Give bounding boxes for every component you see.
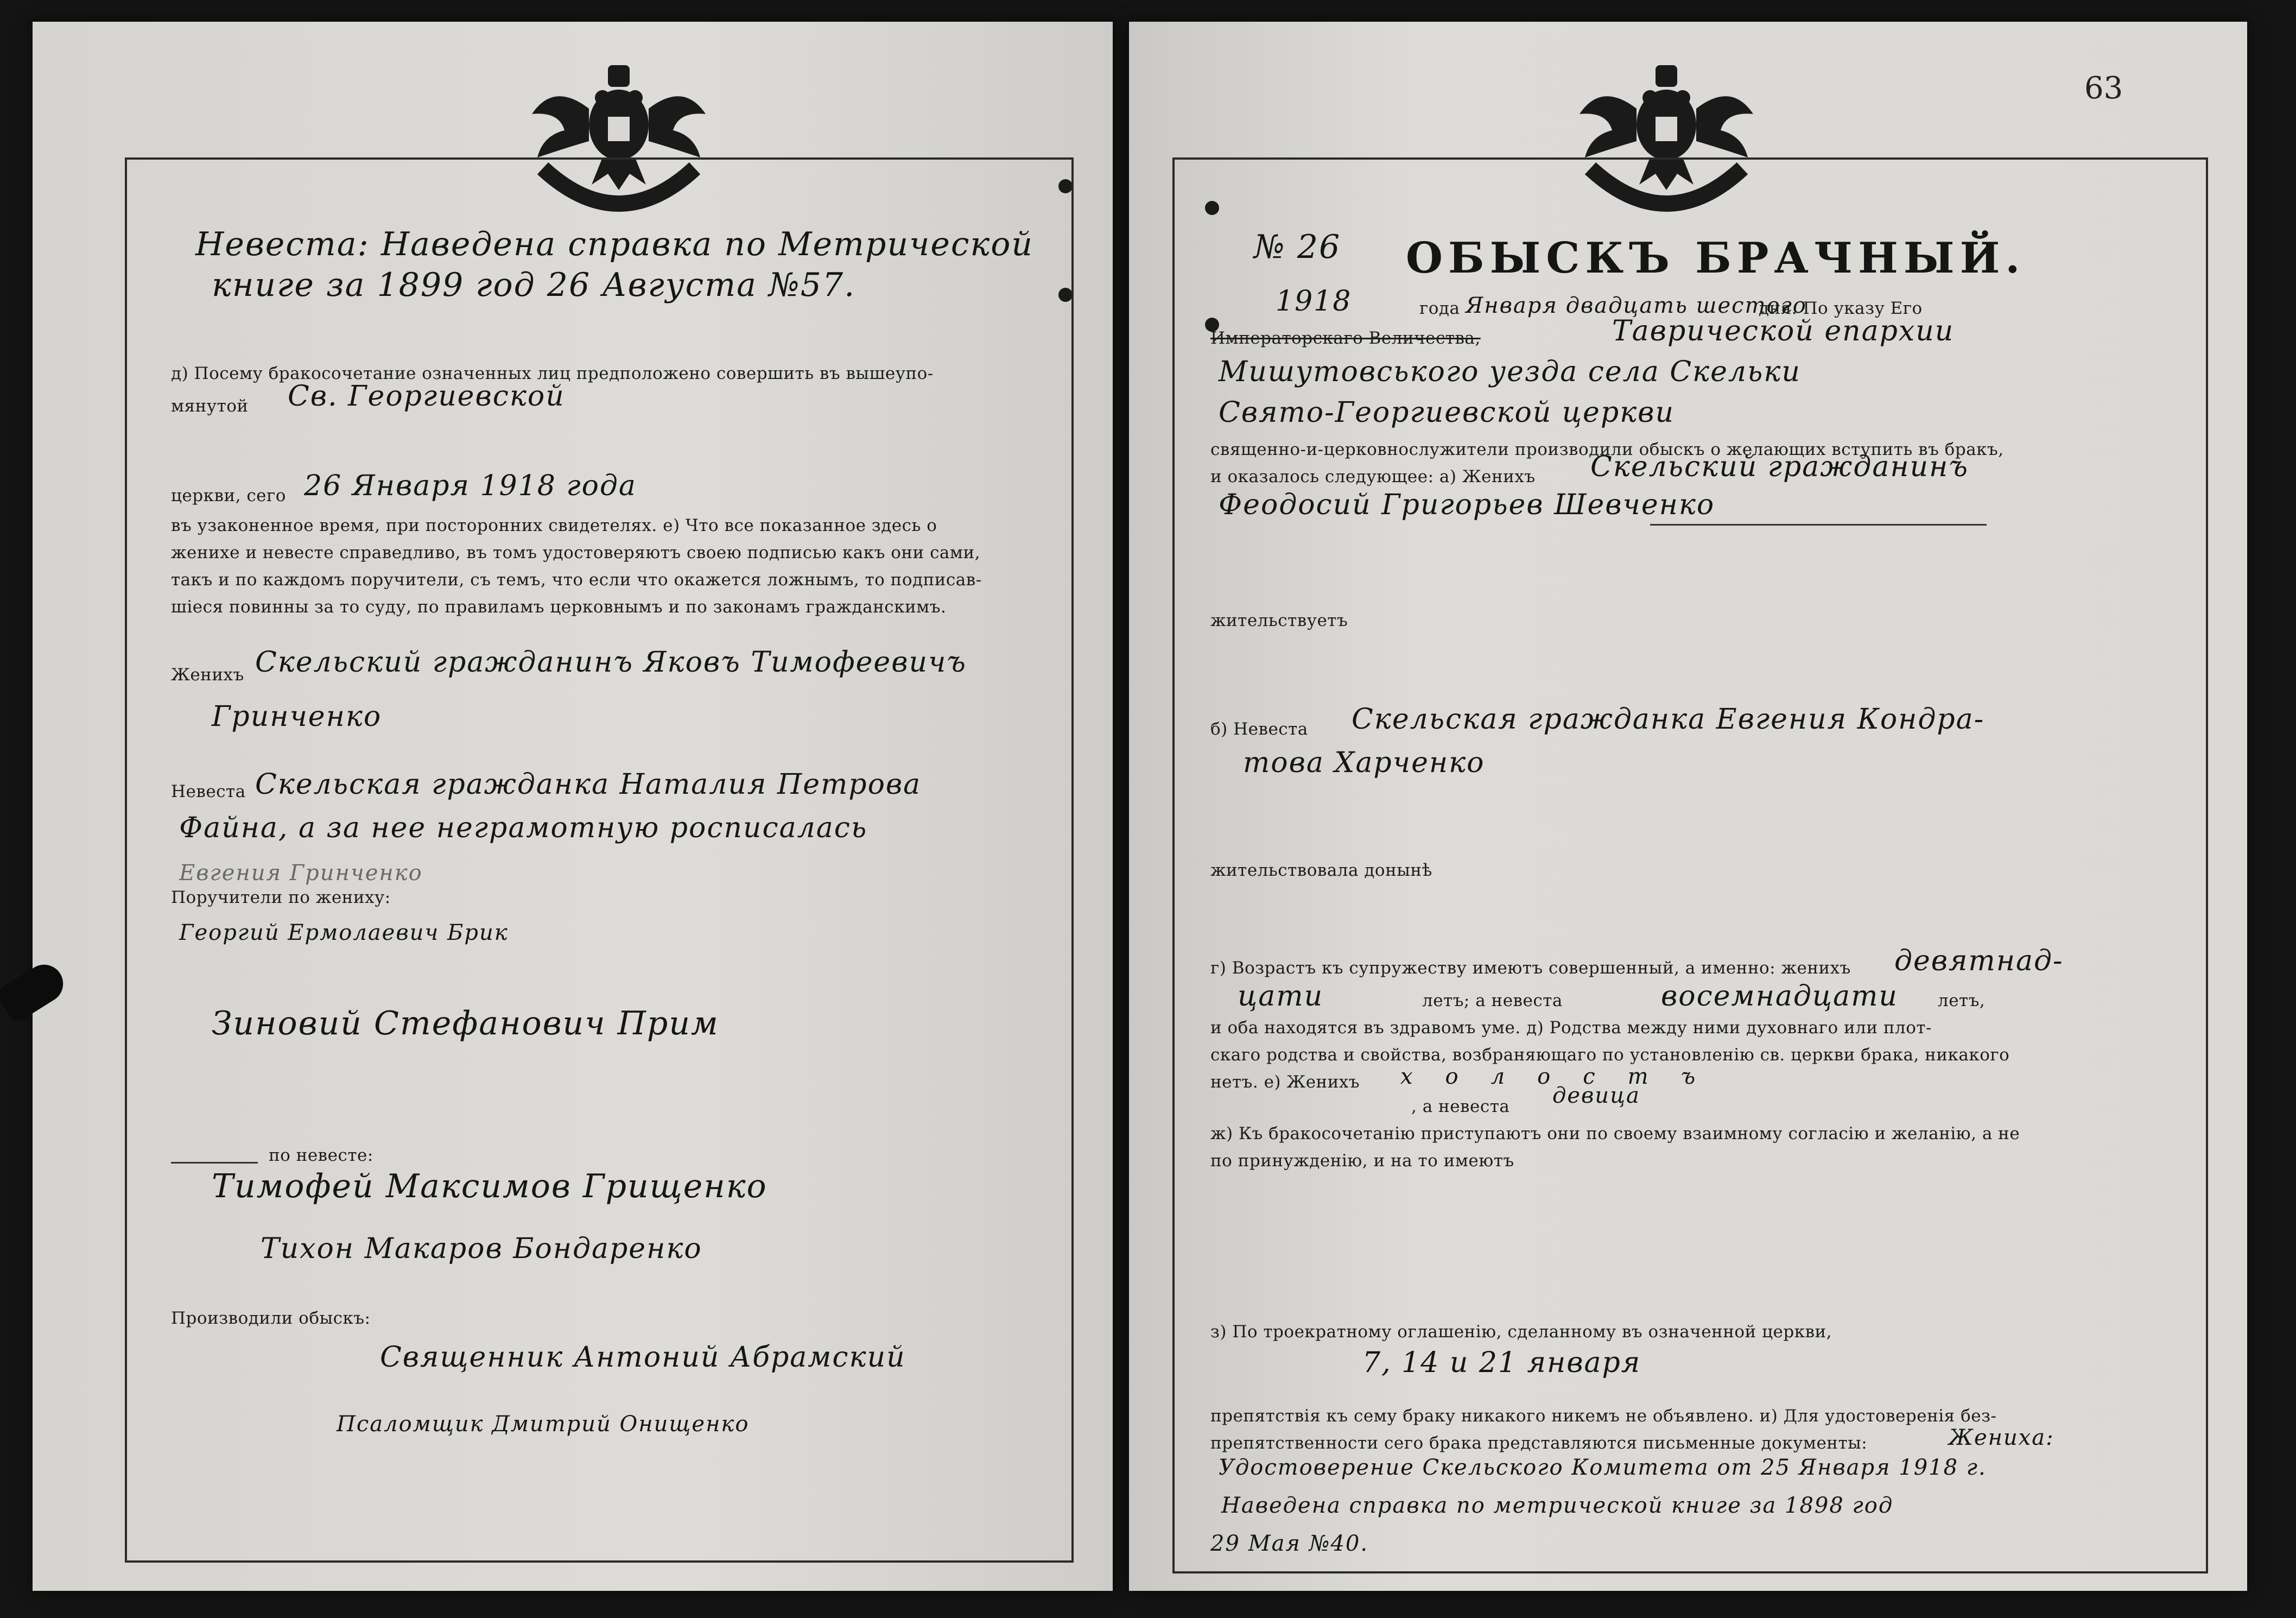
signature-line bbox=[171, 1162, 258, 1164]
bride-guarantor-1: Тимофей Максимов Грищенко bbox=[212, 1167, 768, 1205]
groom-signature-line-1: Скельский гражданинъ Яковъ Тимофеевичъ bbox=[255, 646, 967, 679]
documents-line-1: Жениха: bbox=[1949, 1425, 2054, 1450]
performed-label: Производили обыскъ: bbox=[171, 1309, 371, 1328]
church-line-1: Мишутовського уезда села Скельки bbox=[1219, 356, 1801, 388]
signature-line bbox=[1650, 524, 1987, 526]
lawful-text-line: такъ и по каждомъ поручители, съ темъ, что если что окажется ложнымъ, то подписав- bbox=[171, 570, 982, 590]
bride-signature-line-3: Евгения Гринченко bbox=[179, 861, 423, 886]
lawful-text-line: въ узаконенное время, при посторонних свидетелях. е) Что все показанное здесь о bbox=[171, 516, 937, 535]
bride-signature-line-2: Файна, а за нее неграмотную росписалась bbox=[179, 812, 868, 844]
documents-line-4: 29 Мая №40. bbox=[1210, 1531, 1369, 1556]
clergy-text-line: священно-и-церковнослужители производили обыскъ о желающих вступить въ бракъ, bbox=[1210, 440, 2004, 459]
bride-handwritten-line-2: това Харченко bbox=[1243, 747, 1485, 779]
clause-z-text-line: препятствiя къ сему браку никакого никемъ не объявлено. и) Для удостоверенiя без- bbox=[1210, 1406, 1997, 1426]
performer-psalmist: Псаломщик Дмитрий Онищенко bbox=[337, 1412, 750, 1437]
groom-guarantor-1: Георгий Ермолаевич Брик bbox=[179, 920, 509, 945]
groom-label: Женихъ bbox=[171, 665, 244, 685]
header-note-line-1: Невеста: Наведена справка по Метрической bbox=[195, 225, 1034, 263]
groom-handwritten-line-1: Скельский гражданинъ bbox=[1590, 451, 1969, 483]
bride-residence-label: жительствовала донынѣ bbox=[1210, 861, 1432, 880]
bride-handwritten-line-1: Скельская гражданка Евгения Кондра- bbox=[1352, 703, 1985, 736]
bride-guarantor-2: Тихон Макаров Бондаренко bbox=[261, 1233, 702, 1265]
performer-priest: Священник Антоний Абрамский bbox=[380, 1341, 906, 1374]
church-handwritten: Св. Георгиевской bbox=[288, 380, 565, 413]
clause-g-text-line: скаго родства и свойства, возбраняющаго по установленiю св. церкви брака, никакого bbox=[1210, 1045, 2010, 1065]
clause-g-prefix: г) Возрастъ къ супружеству имеютъ совершенный, а именно: женихъ bbox=[1210, 958, 1851, 978]
date-handwritten: 26 Января 1918 года bbox=[304, 470, 637, 502]
clause-d-line-2: мянутой bbox=[171, 396, 249, 416]
groom-residence-label: жительствуетъ bbox=[1210, 611, 1348, 630]
year-label: года bbox=[1419, 299, 1460, 318]
church-line-2: Свято-Георгиевской церкви bbox=[1219, 396, 1675, 429]
groom-age-line-1: девятнад- bbox=[1894, 945, 2064, 977]
page-number: 63 bbox=[2084, 71, 2123, 106]
clause-g-text-line: нетъ. е) Женихъ bbox=[1210, 1072, 1360, 1092]
clause-z-text-line: препятственности сего брака представляются письменные документы: bbox=[1210, 1433, 1868, 1453]
groom-handwritten-line-2: Феодосий Григорьев Шевченко bbox=[1219, 489, 1715, 521]
bride-marital-status: девица bbox=[1552, 1083, 1640, 1108]
groom-age-line-2: цати bbox=[1238, 980, 1324, 1013]
years-label-2: летъ, bbox=[1938, 991, 1986, 1010]
lawful-text-line: женихе и невесте справедливо, въ томъ удостоверяютъ своею подписью какъ они сами, bbox=[171, 543, 981, 562]
struck-text: Императорскаго Величества, bbox=[1210, 328, 1481, 348]
years-label: летъ; а невеста bbox=[1422, 991, 1563, 1010]
documents-line-2: Удостоверение Скельского Комитета от 25 Января 1918 г. bbox=[1219, 1455, 1987, 1480]
clause-zh-line: ж) Къ бракосочетанiю приступаютъ они по своему взаимному согласiю и желанiю, а не bbox=[1210, 1124, 2020, 1143]
groom-signature-line-2: Гринченко bbox=[212, 700, 382, 733]
record-number: № 26 bbox=[1254, 228, 1341, 266]
year-handwritten: 1918 bbox=[1276, 285, 1352, 318]
clause-d-line-1: д) Посему бракосочетание означенных лиц предположено совершить въ вышеупо- bbox=[171, 364, 934, 383]
groom-guarantors-label: Поручители по жениху: bbox=[171, 888, 391, 907]
clergy-text-line: и оказалось следующее: а) Женихъ bbox=[1210, 467, 1536, 486]
bride-label: Невеста bbox=[171, 782, 246, 801]
bride-marital-label: , а невеста bbox=[1411, 1097, 1510, 1116]
clause-z: з) По троекратному оглашенiю, сделанному въ означенной церкви, bbox=[1210, 1322, 1832, 1342]
bride-guarantors-label: по невесте: bbox=[269, 1146, 373, 1165]
groom-marital-status: холостъ bbox=[1400, 1064, 1728, 1089]
diocese-handwritten: Таврической епархии bbox=[1612, 315, 1955, 347]
clause-zh-line: по принужденiю, и на то имеютъ bbox=[1210, 1151, 1514, 1171]
groom-guarantor-2: Зиновий Стефанович Прим bbox=[212, 1004, 719, 1042]
document-title: ОБЫСКЪ БРАЧНЫЙ. bbox=[1406, 233, 2026, 283]
documents-line-3: Наведена справка по метрической книге за 1898 год bbox=[1221, 1493, 1894, 1518]
clause-g-text-line: и оба находятся въ здравомъ уме. д) Родства между ними духовнаго или плот- bbox=[1210, 1018, 1932, 1038]
bride-age: восемнадцати bbox=[1661, 980, 1898, 1013]
bride-label: б) Невеста bbox=[1210, 719, 1308, 739]
bride-signature-line-1: Скельская гражданка Наталия Петрова bbox=[255, 768, 922, 801]
decree-text: дня. По указу Его bbox=[1759, 299, 1923, 318]
right-page bbox=[1129, 22, 2247, 1591]
lawful-text-line: шiеся повинны за то суду, по правиламъ церковнымъ и по законамъ гражданскимъ. bbox=[171, 597, 947, 617]
header-note-line-2: книге за 1899 год 26 Августа №57. bbox=[212, 266, 856, 304]
church-label: церкви, сего bbox=[171, 486, 286, 505]
left-page bbox=[33, 22, 1113, 1591]
date-handwritten: Января двадцать шестого bbox=[1466, 293, 1807, 318]
banns-dates: 7, 14 и 21 января bbox=[1362, 1347, 1641, 1379]
